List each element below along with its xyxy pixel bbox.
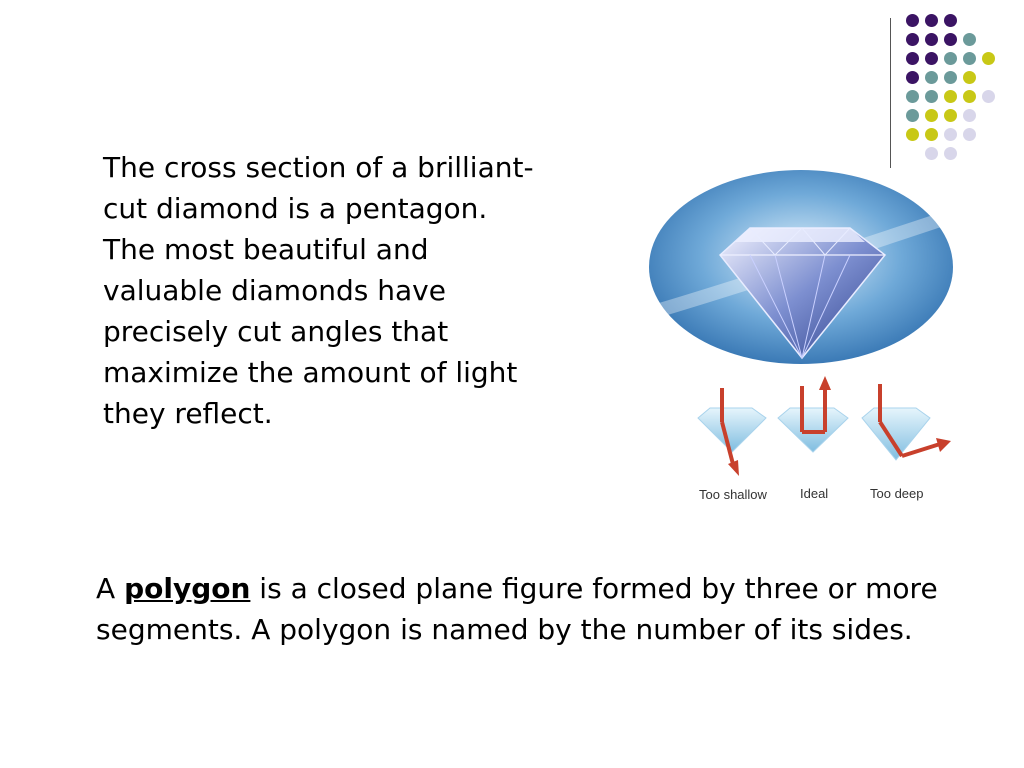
- decorative-dot: [944, 128, 957, 141]
- decorative-dot: [944, 109, 957, 122]
- polygon-term: polygon: [124, 572, 251, 605]
- decorative-dot: [925, 71, 938, 84]
- decorative-dot: [925, 33, 938, 46]
- decorative-dot: [982, 90, 995, 103]
- decorative-dot: [906, 128, 919, 141]
- decorative-dot: [944, 71, 957, 84]
- label-ideal: Ideal: [800, 486, 829, 501]
- decorative-dot: [906, 52, 919, 65]
- decorative-dot: [963, 128, 976, 141]
- decorative-dot: [963, 52, 976, 65]
- definition-body: is a closed plane figure formed by three or more segments. A polygon is named by the number of its sides.: [96, 572, 938, 646]
- decorative-dot: [906, 14, 919, 27]
- decorative-dot: [925, 14, 938, 27]
- diamond-description-text: The cross section of a brilliant-cut diamond is a pentagon. The most beautiful and valuable diamonds have precisely cut angles that maximize the amount of light they reflect.: [103, 151, 534, 430]
- decorative-dot: [925, 147, 938, 160]
- decorative-dot: [963, 71, 976, 84]
- decorative-dot: [906, 33, 919, 46]
- label-too-deep: Too deep: [870, 486, 924, 501]
- ideal-diagram: [778, 376, 848, 452]
- decorative-dot: [963, 90, 976, 103]
- definition-prefix: A: [96, 572, 125, 605]
- label-too-shallow: Too shallow: [699, 487, 767, 502]
- too-deep-diagram: [862, 384, 951, 460]
- decorative-dot: [982, 52, 995, 65]
- decorative-dot: [944, 52, 957, 65]
- decorative-dot: [925, 90, 938, 103]
- decorative-dot: [906, 90, 919, 103]
- decorative-dot: [925, 128, 938, 141]
- decorative-dot: [944, 14, 957, 27]
- diamond-photo: [649, 170, 953, 364]
- decorative-dot: [963, 33, 976, 46]
- diamond-illustration: [640, 160, 970, 510]
- decorative-dot: [925, 109, 938, 122]
- decorative-dot: [906, 71, 919, 84]
- polygon-definition-text: [96, 568, 996, 650]
- decorative-divider-line: [890, 18, 891, 168]
- decorative-dot: [944, 147, 957, 160]
- decorative-dot: [906, 109, 919, 122]
- decorative-dot: [944, 90, 957, 103]
- decorative-dot: [925, 52, 938, 65]
- too-shallow-diagram: [698, 388, 766, 476]
- decorative-dot: [963, 109, 976, 122]
- decorative-dot: [944, 33, 957, 46]
- diamond-figure: [640, 160, 970, 510]
- decorative-dot-grid: [906, 14, 1006, 164]
